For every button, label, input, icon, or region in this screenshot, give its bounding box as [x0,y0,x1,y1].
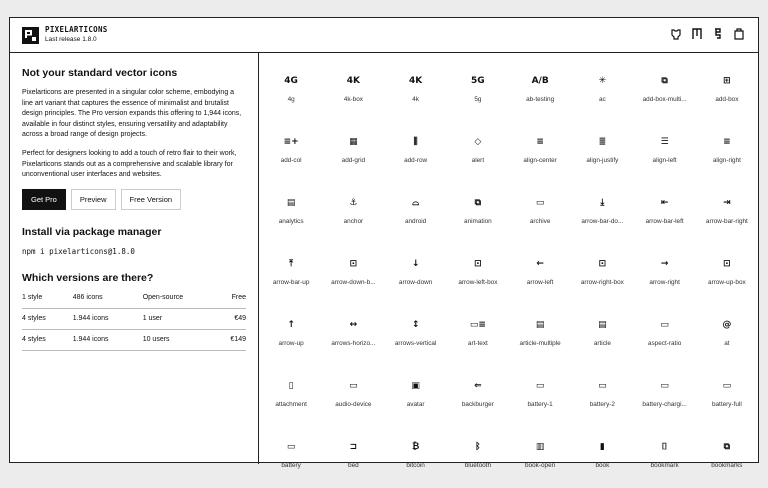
logo[interactable] [22,27,39,44]
icon-cell[interactable] [260,183,322,244]
icon-cell[interactable] [634,244,696,305]
icon-glyph-icon: ▤ [598,319,607,330]
icon-glyph-icon: ⊡ [723,258,731,269]
icon-glyph-icon: ⤓ [600,197,605,208]
icon-cell[interactable] [634,305,696,366]
icon-cell[interactable] [634,61,696,122]
icon-label: align-left [652,157,677,164]
icon-cell[interactable] [447,427,509,488]
icon-cell[interactable] [447,366,509,427]
icon-glyph-icon: ▤ [535,319,545,330]
icon-label: arrow-bar-right [705,218,748,225]
icon-label: animation [464,218,492,225]
icon-label: arrow-left [526,279,554,286]
icon-label: android [404,218,427,225]
icon-cell[interactable] [509,122,571,183]
table-cell: 1.944 icons [73,308,143,329]
icon-glyph-icon: ☰ [660,136,669,147]
icon-glyph-icon: ▭ [660,319,669,330]
icon-label: bookmark [650,462,679,469]
table-cell: Free [213,288,246,309]
icon-label: art-text [467,340,488,347]
icon-label: ac [599,96,606,103]
icon-glyph-icon: ⫼ [413,136,418,147]
icon-cell[interactable] [260,122,322,183]
table-cell: 4 styles [22,329,73,350]
icon-label: avatar [406,401,425,408]
icon-glyph-icon: ⤒ [289,258,294,269]
icon-cell[interactable] [571,61,633,122]
icon-glyph-icon: ▯ [288,380,294,391]
intro-paragraph-2: Perfect for designers looking to add a touch of retro flair to their work, Pixelarticons stands out as a comprehensive and scalable library for unconventional user interfaces and websites. [22,149,237,179]
icon-label: align-right [712,157,741,164]
icon-label: 4k-box [343,96,363,103]
icon-label: 5g [474,96,482,103]
icon-label: align-justify [586,157,619,164]
icon-cell[interactable] [696,183,758,244]
icon-glyph-icon: ▮ [599,441,605,452]
icon-label: analytics [278,218,304,225]
icon-glyph-icon: ▭ [286,441,296,452]
icon-glyph-icon: ⚓ [349,197,358,208]
icon-label: battery-1 [527,401,553,408]
icon-cell[interactable] [571,183,633,244]
icon-label: aspect-ratio [647,340,682,347]
icon-cell[interactable] [385,122,447,183]
icon-label: 4g [287,96,295,103]
icon-label: arrow-left-box [458,279,498,286]
icon-glyph-icon: ≣ [598,136,607,147]
table-cell: 486 icons [73,288,143,309]
table-row [22,308,246,329]
icon-label: audio-device [335,401,372,408]
icon-glyph-icon: 4G [284,75,298,86]
icon-label: ab-testing [526,96,555,103]
icon-label: add-grid [341,157,366,164]
icon-glyph-icon: ⊞ [723,75,731,86]
install-title: Install via package manager [22,225,162,238]
icon-cell[interactable] [385,366,447,427]
icon-label: anchor [343,218,364,225]
icon-cell[interactable] [385,427,447,488]
versions-title: Which versions are there? [22,271,154,284]
table-cell: 10 users [143,329,213,350]
icon-cell[interactable] [322,61,384,122]
icon-cell[interactable] [322,183,384,244]
icon-cell[interactable] [385,183,447,244]
icon-glyph-icon: ↔ [349,319,358,330]
icon-label: arrow-down-b... [331,279,376,286]
icon-label: bluetooth [464,462,492,469]
icon-cell[interactable] [571,366,633,427]
icon-cell[interactable] [322,305,384,366]
icon-label: arrow-down [398,279,433,286]
header-icons [669,27,746,41]
icon-label: book-open [525,462,556,469]
icon-cell[interactable] [634,427,696,488]
icon-label: add-box-multi... [642,96,687,103]
icon-cell[interactable] [447,305,509,366]
icon-cell[interactable] [260,305,322,366]
icon-glyph-icon: → [660,258,669,269]
icon-glyph-icon: ⊡ [598,258,607,269]
icon-label: add-box [715,96,739,103]
icon-label: article [593,340,611,347]
icon-cell[interactable] [696,122,758,183]
icon-cell[interactable] [696,366,758,427]
icon-cell[interactable] [571,122,633,183]
icon-glyph-icon: ⌓ [412,197,420,208]
icon-grid [260,53,758,469]
icon-glyph-icon: ₿ [411,442,420,452]
icon-label: arrows-horizo... [331,340,376,347]
icon-glyph-icon: @ [722,319,732,330]
icon-label: add-col [280,157,302,164]
icon-glyph-icon: ▭ [660,380,669,391]
icon-label: align-center [523,157,557,164]
github-icon[interactable] [669,27,683,41]
icon-label: battery-2 [589,401,615,408]
versions-table [22,288,246,351]
icon-glyph-icon: ▦ [349,136,358,147]
intro-paragraph-1: Pixelarticons are presented in a singular color scheme, embodying a line art variant that captures the essence of minimalist and brutalist design principles. The Pro version expands this offering to 1,944 icons, available in four distinct styles, ensuring versatility and adaptability across a broad range of design projects. [22,89,242,139]
icon-cell[interactable] [260,61,322,122]
icon-label: arrow-up [278,340,304,347]
icon-label: arrow-right [649,279,680,286]
icon-label: backburger [461,401,494,408]
icon-cell[interactable] [322,122,384,183]
icon-glyph-icon: ≡ [536,136,544,147]
info-panel [10,53,259,464]
table-cell: €49 [213,308,246,329]
icon-cell[interactable] [634,183,696,244]
cta-buttons [22,189,246,210]
icon-cell[interactable] [696,244,758,305]
icon-cell[interactable] [634,122,696,183]
release-label: Last release 1.8.0 [45,36,97,43]
get-pro-button[interactable]: Get Pro [22,189,66,210]
icon-cell[interactable] [385,305,447,366]
icon-label: battery-full [711,401,742,408]
icon-label: arrow-up-box [708,279,746,286]
icon-cell[interactable] [696,305,758,366]
icon-glyph-icon: ᛒ [475,441,481,452]
logo-icon [25,30,36,41]
icon-cell[interactable] [509,366,571,427]
icon-glyph-icon: ⊐ [349,441,358,452]
icon-cell[interactable] [509,427,571,488]
icon-glyph-icon: A/B [531,75,549,86]
icon-glyph-icon: ⧉ [474,197,482,208]
icon-label: article-multiple [519,340,561,347]
icon-label: arrow-right-box [580,279,624,286]
icon-cell[interactable] [385,244,447,305]
icon-cell[interactable] [571,244,633,305]
icon-cell[interactable] [385,61,447,122]
icon-label: archive [529,218,551,225]
icon-glyph-icon: ⧉ [661,75,668,86]
icon-label: battery-chargi... [642,401,687,408]
icon-label: alert [471,157,485,164]
icon-cell[interactable] [447,122,509,183]
intro-title: Not your standard vector icons [22,67,178,79]
icon-glyph-icon: ↕ [411,319,420,330]
icon-glyph-icon: ▭ [598,380,607,391]
table-cell: 1 user [143,308,213,329]
icon-glyph-icon: ◇ [474,136,482,147]
icon-label: arrows-vertical [394,340,437,347]
icon-glyph-icon: 4K [346,75,360,86]
icon-cell[interactable] [696,427,758,488]
icon-cell[interactable] [322,366,384,427]
icon-cell[interactable] [509,244,571,305]
icon-cell[interactable] [447,244,509,305]
icon-cell[interactable] [571,305,633,366]
icon-label: arrow-bar-do... [581,218,624,225]
icon-glyph-icon: 4K [409,75,423,86]
free-version-button[interactable]: Free Version [121,189,182,210]
table-cell: Open-source [143,288,213,309]
icon-glyph-icon: ⊡ [349,258,358,269]
icon-cell[interactable] [447,61,509,122]
figma-icon[interactable] [690,27,704,41]
icon-cell[interactable] [322,244,384,305]
icon-glyph-icon: ↓ [411,258,420,269]
app-frame [9,17,759,469]
icon-cell[interactable] [447,183,509,244]
icon-glyph-icon: ⇥ [723,197,731,208]
icon-glyph-icon: ▥ [535,441,545,452]
icon-label: bookmarks [711,462,743,469]
header [10,18,758,53]
icon-cell[interactable] [634,366,696,427]
table-cell: 1.944 icons [73,329,143,350]
table-row [22,329,246,350]
icon-glyph-icon: ▣ [411,380,420,391]
icon-glyph-icon: ⇐ [474,380,482,391]
icon-glyph-icon: ▭ [722,380,732,391]
icon-cell[interactable] [322,427,384,488]
install-command[interactable]: npm i pixelarticons@1.8.0 [22,246,135,256]
icon-cell[interactable] [509,61,571,122]
table-cell: €149 [213,329,246,350]
icon-cell[interactable] [260,427,322,488]
icon-glyph-icon: ▭≡ [469,319,486,330]
icon-label: arrow-bar-up [272,279,310,286]
table-cell: 4 styles [22,308,73,329]
icon-label: 4k [412,96,419,103]
icon-label: attachment [275,401,307,408]
icon-glyph-icon: ▭ [535,197,545,208]
icon-glyph-icon: ✳ [598,75,607,86]
icon-glyph-icon: ← [536,258,544,269]
framer-icon[interactable] [711,27,725,41]
table-cell: 1 style [22,288,73,309]
icon-cell[interactable] [571,427,633,488]
icon-cell[interactable] [696,61,758,122]
brand-name: PIXELARTICONS [45,25,108,34]
bag-icon[interactable] [732,27,746,41]
icon-glyph-icon: ▤ [286,197,296,208]
icon-glyph-icon: ▭ [535,380,545,391]
icon-glyph-icon: ⇤ [660,197,669,208]
icon-label: book [595,462,610,469]
icon-cell[interactable] [509,305,571,366]
icon-label: add-row [404,157,428,164]
brand [45,25,108,45]
icon-label: bed [348,462,359,469]
icon-label: battery [281,462,301,469]
icon-glyph-icon: ▭ [349,380,358,391]
icon-label: bitcoin [406,462,425,469]
icon-glyph-icon: ⧉ [723,441,731,452]
icon-cell[interactable] [260,366,322,427]
icon-glyph-icon: 5G [471,75,485,86]
icon-cell[interactable] [260,244,322,305]
icon-glyph-icon: ≡+ [283,136,299,147]
icon-glyph-icon: ⊡ [474,258,482,269]
icon-cell[interactable] [509,183,571,244]
icon-label: arrow-bar-left [645,218,684,225]
icon-glyph-icon: ≡ [723,136,731,147]
table-row [22,288,246,309]
icon-glyph-icon: ⌷ [661,441,668,452]
icon-glyph-icon: ↑ [287,319,295,330]
icon-label: at [724,340,730,347]
preview-button[interactable]: Preview [71,189,116,210]
